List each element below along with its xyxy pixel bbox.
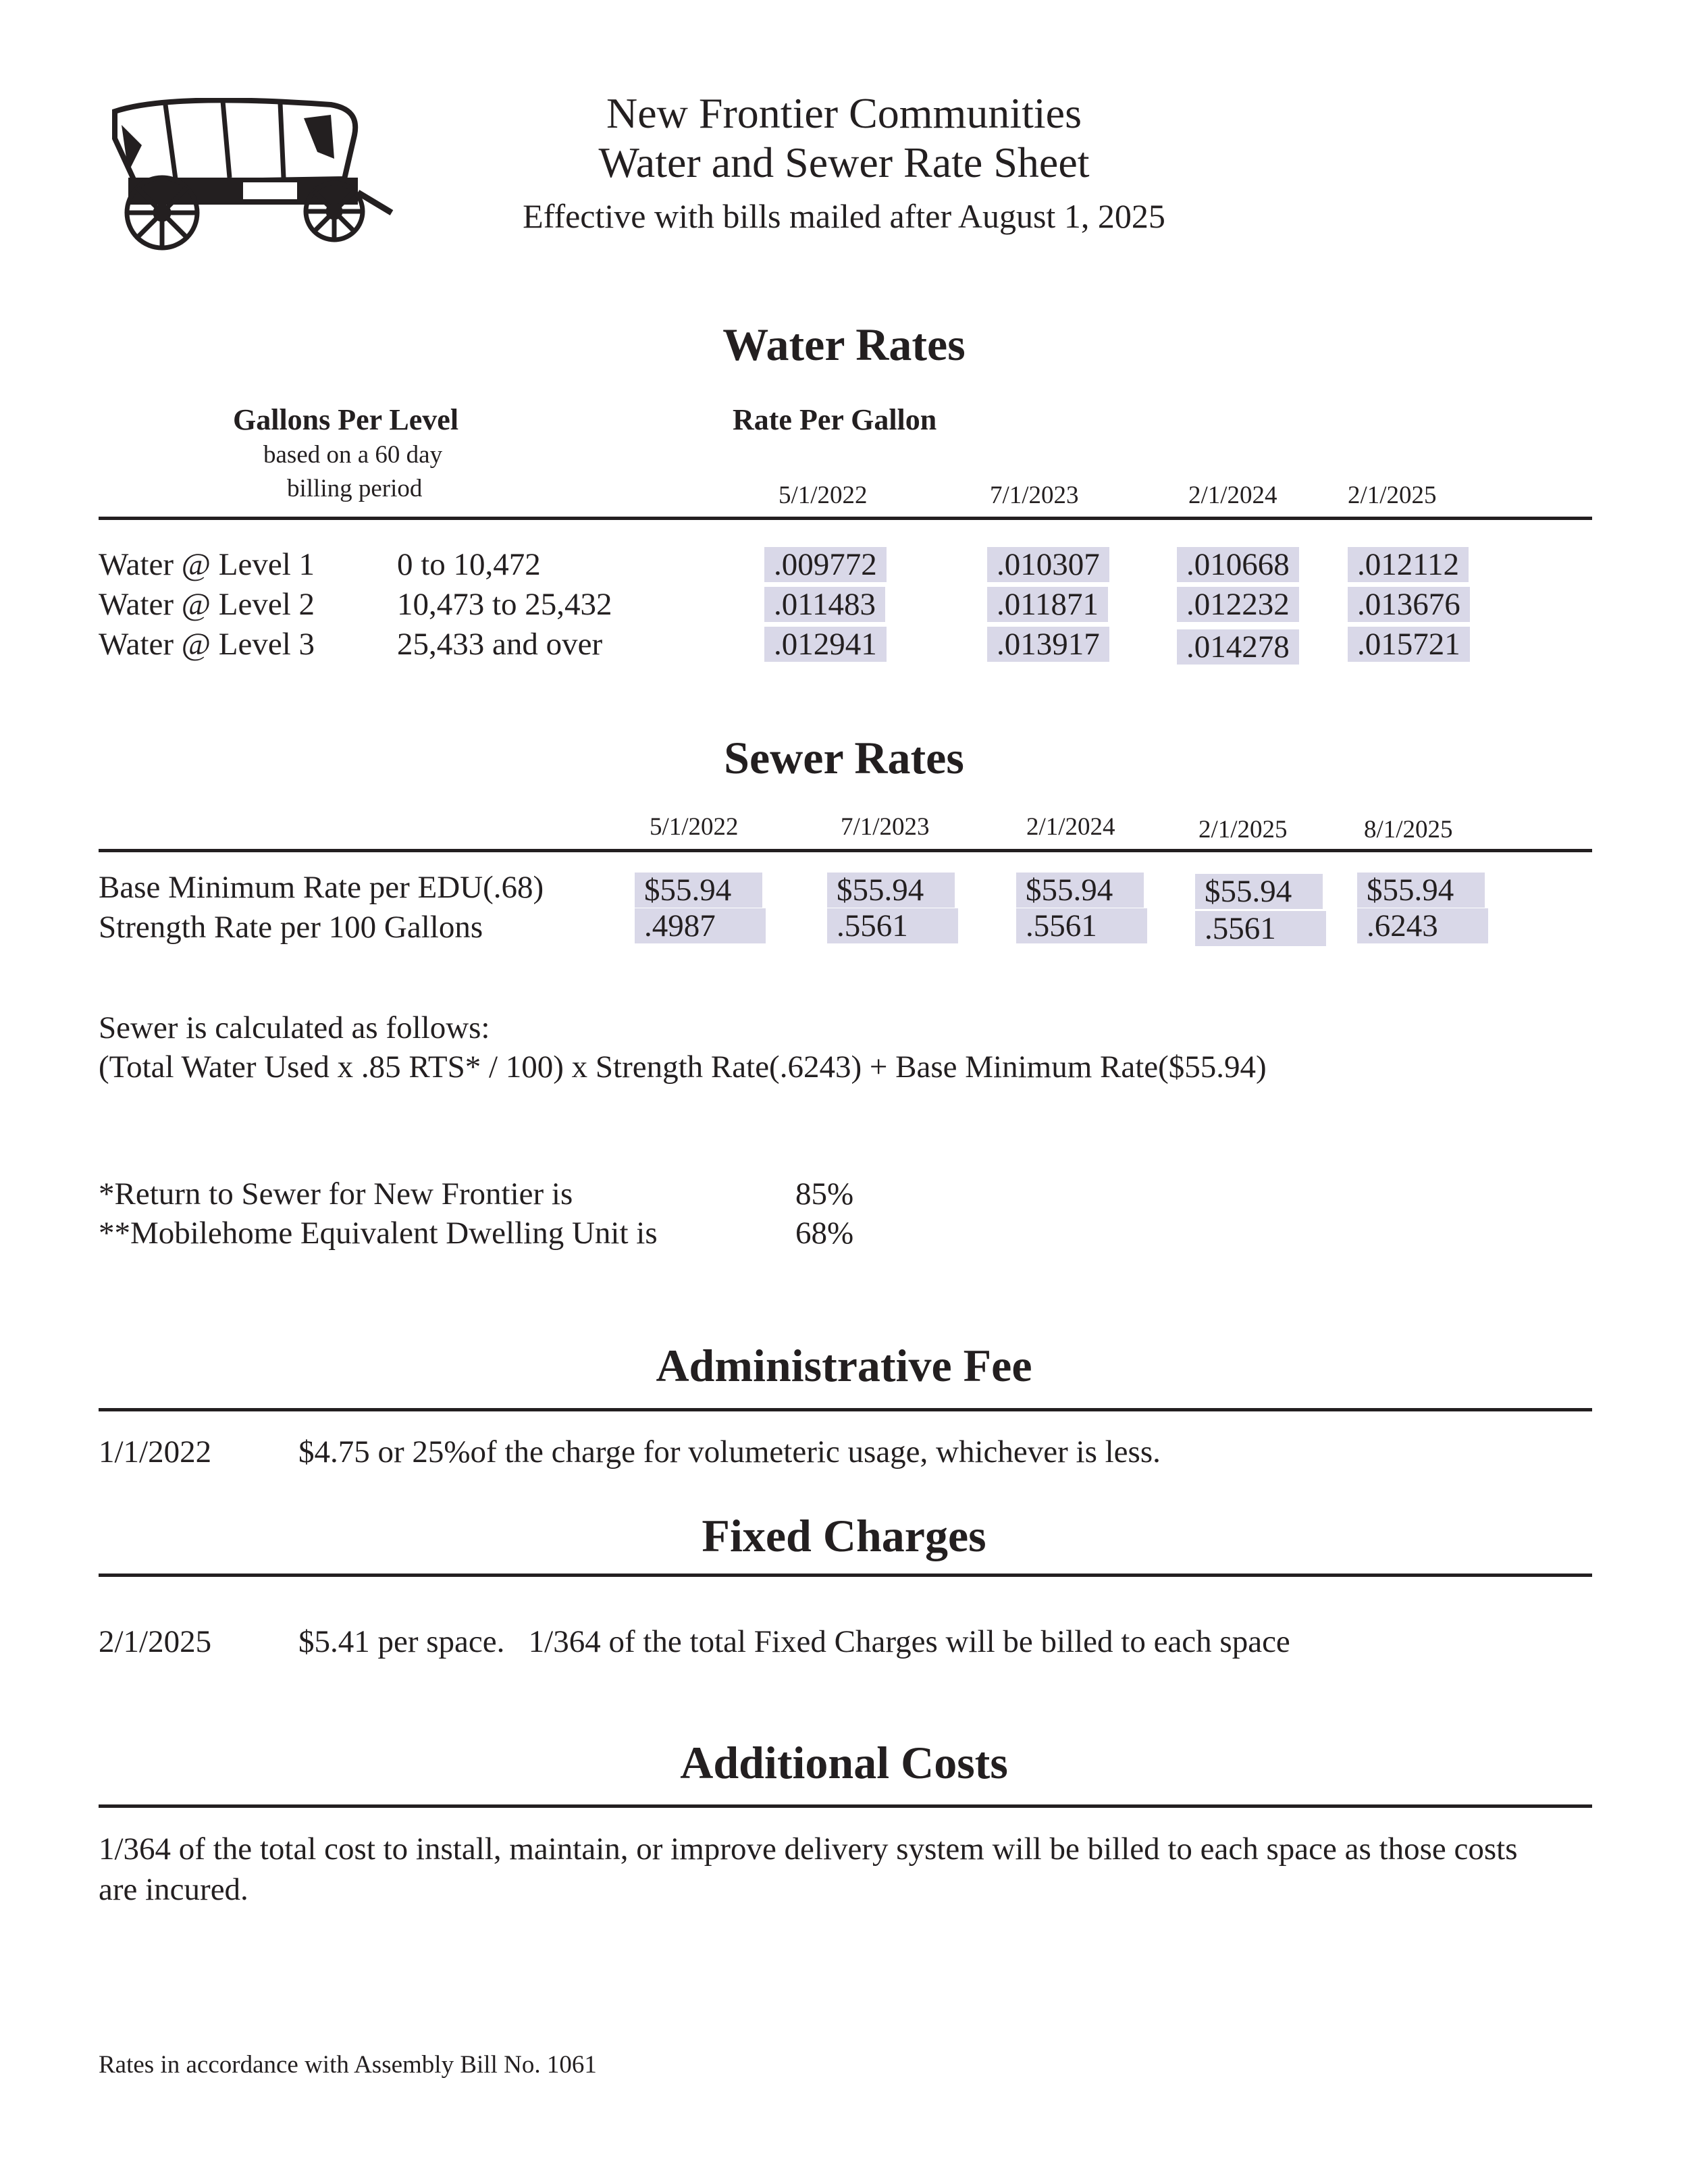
water-rates-heading: Water Rates bbox=[722, 319, 966, 370]
sewer-rate-cell: $55.94 bbox=[635, 873, 762, 908]
water-rate-cell: .011871 bbox=[987, 587, 1108, 622]
water-row-range: 0 to 10,472 bbox=[397, 547, 541, 582]
water-rate-cell: .012941 bbox=[764, 627, 887, 662]
water-rate-cell: .009772 bbox=[764, 547, 887, 582]
sewer-row-label: Strength Rate per 100 Gallons bbox=[99, 910, 483, 945]
rts-note-value: 85% bbox=[795, 1176, 854, 1212]
sewer-rate-cell: $55.94 bbox=[1357, 873, 1485, 908]
water-date-col: 2/1/2025 bbox=[1348, 482, 1437, 509]
sewer-rate-cell: $55.94 bbox=[1195, 874, 1323, 909]
sewer-date-col: 5/1/2022 bbox=[650, 813, 739, 841]
admin-fee-date: 1/1/2022 bbox=[99, 1434, 212, 1470]
edu-note-value: 68% bbox=[795, 1216, 854, 1251]
admin-fee-divider bbox=[99, 1408, 1592, 1411]
water-rate-cell: .015721 bbox=[1348, 627, 1470, 662]
water-date-col: 5/1/2022 bbox=[779, 482, 868, 509]
additional-costs-divider bbox=[99, 1804, 1592, 1808]
fixed-charges-date: 2/1/2025 bbox=[99, 1624, 212, 1659]
water-row-label: Water @ Level 3 bbox=[99, 627, 315, 662]
sewer-rate-cell: .4987 bbox=[635, 908, 766, 943]
sewer-calc-formula: (Total Water Used x .85 RTS* / 100) x Strength Rate(.6243) + Base Minimum Rate($55.94) bbox=[99, 1049, 1267, 1085]
footer-note: Rates in accordance with Assembly Bill No. 1061 bbox=[99, 2051, 597, 2079]
water-rate-cell: .012232 bbox=[1177, 587, 1299, 622]
sewer-rate-cell: $55.94 bbox=[827, 873, 955, 908]
sewer-divider bbox=[99, 849, 1592, 852]
covered-wagon-logo-icon bbox=[101, 98, 398, 253]
page-title: Water and Sewer Rate Sheet bbox=[598, 138, 1090, 186]
sewer-date-col: 2/1/2025 bbox=[1198, 816, 1288, 843]
sewer-rates-heading: Sewer Rates bbox=[724, 732, 964, 783]
additional-costs-text-line1: 1/364 of the total cost to install, maintain, or improve delivery system will be billed to each space as those costs bbox=[99, 1831, 1518, 1867]
water-rate-cell: .014278 bbox=[1177, 629, 1299, 665]
water-date-col: 7/1/2023 bbox=[990, 482, 1079, 509]
water-divider bbox=[99, 517, 1592, 520]
edu-note-label: **Mobilehome Equivalent Dwelling Unit is bbox=[99, 1216, 658, 1251]
water-rate-cell: .010668 bbox=[1177, 547, 1299, 582]
company-name: New Frontier Communities bbox=[606, 89, 1082, 137]
fixed-charges-divider bbox=[99, 1574, 1592, 1577]
sewer-rate-cell: $55.94 bbox=[1016, 873, 1144, 908]
sewer-date-col: 8/1/2025 bbox=[1364, 816, 1453, 843]
fixed-charges-heading: Fixed Charges bbox=[702, 1510, 986, 1561]
gallons-note-2: billing period bbox=[287, 475, 423, 502]
gallons-per-level-header: Gallons Per Level bbox=[233, 403, 459, 436]
admin-fee-text: $4.75 or 25%of the charge for volumeteric usage, whichever is less. bbox=[298, 1434, 1161, 1470]
gallons-note-1: based on a 60 day bbox=[263, 441, 443, 469]
sewer-rate-cell: .5561 bbox=[827, 908, 958, 943]
sewer-date-col: 7/1/2023 bbox=[841, 813, 930, 841]
sewer-rate-cell: .5561 bbox=[1195, 911, 1326, 946]
water-rate-cell: .013676 bbox=[1348, 587, 1470, 622]
rate-per-gallon-header: Rate Per Gallon bbox=[733, 403, 937, 436]
water-row-range: 25,433 and over bbox=[397, 627, 603, 662]
water-row-label: Water @ Level 2 bbox=[99, 587, 315, 622]
sewer-calc-intro: Sewer is calculated as follows: bbox=[99, 1010, 490, 1045]
water-date-col: 2/1/2024 bbox=[1188, 482, 1277, 509]
water-rate-cell: .010307 bbox=[987, 547, 1109, 582]
water-row-range: 10,473 to 25,432 bbox=[397, 587, 612, 622]
effective-date: Effective with bills mailed after August 1, 2025 bbox=[523, 197, 1165, 235]
sewer-date-col: 2/1/2024 bbox=[1026, 813, 1115, 841]
additional-costs-text-line2: are incured. bbox=[99, 1872, 248, 1907]
sewer-row-label: Base Minimum Rate per EDU(.68) bbox=[99, 870, 544, 905]
water-row-label: Water @ Level 1 bbox=[99, 547, 315, 582]
fixed-charges-text: $5.41 per space. 1/364 of the total Fixed Charges will be billed to each space bbox=[298, 1624, 1290, 1659]
water-rate-cell: .012112 bbox=[1348, 547, 1469, 582]
sewer-rate-cell: .6243 bbox=[1357, 908, 1488, 943]
water-rate-cell: .011483 bbox=[764, 587, 885, 622]
water-rate-cell: .013917 bbox=[987, 627, 1109, 662]
additional-costs-heading: Additional Costs bbox=[680, 1737, 1008, 1788]
sewer-rate-cell: .5561 bbox=[1016, 908, 1147, 943]
admin-fee-heading: Administrative Fee bbox=[656, 1340, 1032, 1391]
rts-note-label: *Return to Sewer for New Frontier is bbox=[99, 1176, 573, 1212]
